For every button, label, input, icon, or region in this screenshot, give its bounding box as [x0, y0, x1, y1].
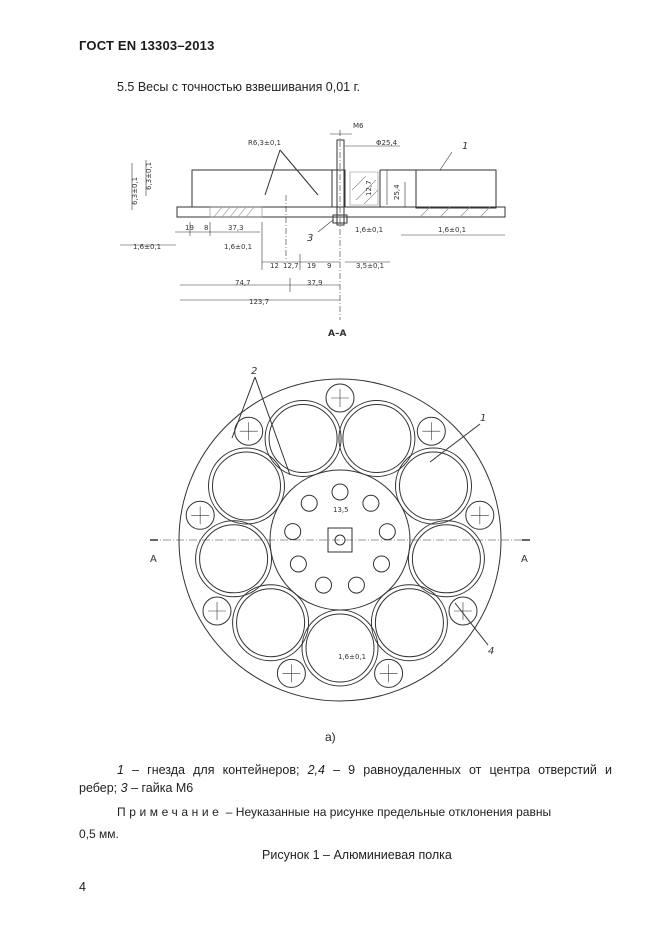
container-slot-inner — [412, 525, 480, 593]
dim-h63a: 6,3±0,1 — [131, 176, 139, 205]
caption-line-1: 1 – гнезда для контейнеров; 2,4 – 9 равноудаленных от центра отверстий и — [117, 763, 612, 777]
container-slot — [209, 448, 285, 524]
bolt-shaft — [337, 140, 344, 225]
container-slot — [302, 610, 378, 686]
dim-16c: 1,6±0,1 — [355, 226, 384, 234]
dim-19a: 19 — [185, 224, 194, 232]
container-slot — [196, 521, 272, 597]
caption-line-2: ребер; 3 – гайка М6 — [79, 781, 194, 795]
dim-16d: 1,6±0,1 — [438, 226, 467, 234]
container-slot-inner — [375, 589, 443, 657]
container-slot — [408, 521, 484, 597]
inner-hole — [316, 577, 332, 593]
inner-hole — [379, 524, 395, 540]
dim-phi254: Φ25,4 — [376, 139, 398, 147]
section-text: 5.5 Весы с точностью взвешивания 0,01 г. — [117, 80, 361, 94]
dim-373: 37,3 — [228, 224, 244, 232]
dim-9: 9 — [327, 262, 332, 270]
inner-hole — [363, 495, 379, 511]
inner-hole — [301, 495, 317, 511]
center-mark — [380, 664, 398, 682]
right-container — [416, 170, 496, 208]
dim-h63b: 6,3±0,1 — [145, 161, 153, 190]
dim-m6: M6 — [353, 122, 364, 130]
container-slot-inner — [400, 452, 468, 520]
inner-hole — [348, 577, 364, 593]
center-mark — [240, 422, 258, 440]
inner-holes — [285, 484, 396, 593]
inner-hole — [332, 484, 348, 500]
center-mark — [422, 422, 440, 440]
dim-16b: 1,6±0,1 — [224, 243, 253, 251]
container-slot-inner — [237, 589, 305, 657]
container-slot-inner — [269, 405, 337, 473]
callout-4: 4 — [488, 646, 495, 657]
section-dimensions — [131, 122, 468, 339]
container-slot-inner — [306, 614, 374, 682]
dim-1237: 123,7 — [249, 298, 270, 306]
note-line-1: Примечание – Неуказанные на рисунке предельные отклонения равны — [117, 805, 552, 819]
callout-2: 2 — [251, 366, 258, 377]
section-mark-left: A — [150, 554, 157, 565]
page-number: 4 — [79, 880, 86, 894]
section-mark-right: A — [521, 554, 528, 565]
dim-16-plan: 1,6±0,1 — [338, 653, 367, 661]
center-mark — [331, 389, 349, 407]
plan-labels — [150, 366, 528, 661]
container-slot — [371, 585, 447, 661]
figure-title: Рисунок 1 – Алюминиевая полка — [262, 848, 452, 862]
dim-379: 37,9 — [307, 279, 323, 287]
dim-35: 3,5±0,1 — [356, 262, 385, 270]
inner-hole — [285, 524, 301, 540]
dim-747: 74,7 — [235, 279, 251, 287]
callout-3: 3 — [307, 233, 314, 244]
container-slot — [339, 401, 415, 477]
dim-127b: 12,7 — [283, 262, 299, 270]
container-slot — [233, 585, 309, 661]
left-container-wall — [192, 170, 332, 207]
dim-8: 8 — [204, 224, 209, 232]
center-mark — [282, 664, 300, 682]
dim-135: 13,5 — [333, 506, 349, 514]
note-line-2: 0,5 мм. — [79, 827, 119, 841]
dim-12: 12 — [270, 262, 279, 270]
dim-127: 12,7 — [365, 180, 373, 196]
callout-1: 1 — [462, 141, 469, 152]
dim-254: 25,4 — [393, 184, 401, 200]
container-slots — [196, 401, 485, 687]
container-slot-inner — [343, 405, 411, 473]
container-slot-inner — [200, 525, 268, 593]
document-header: ГОСТ EN 13303–2013 — [79, 38, 215, 53]
section-title: А–А — [328, 329, 347, 339]
inner-hole — [374, 556, 390, 572]
container-slot-inner — [213, 452, 281, 520]
center-mark — [191, 506, 209, 524]
center-mark — [471, 506, 489, 524]
center-mark — [208, 602, 226, 620]
section-view — [120, 130, 505, 320]
dim-19b: 19 — [307, 262, 316, 270]
inner-hole — [290, 556, 306, 572]
figure-subcaption: а) — [325, 730, 336, 744]
callout-1-plan: 1 — [480, 413, 487, 424]
dim-16a: 1,6±0,1 — [133, 243, 162, 251]
dim-r63: R6,3±0,1 — [248, 139, 281, 147]
